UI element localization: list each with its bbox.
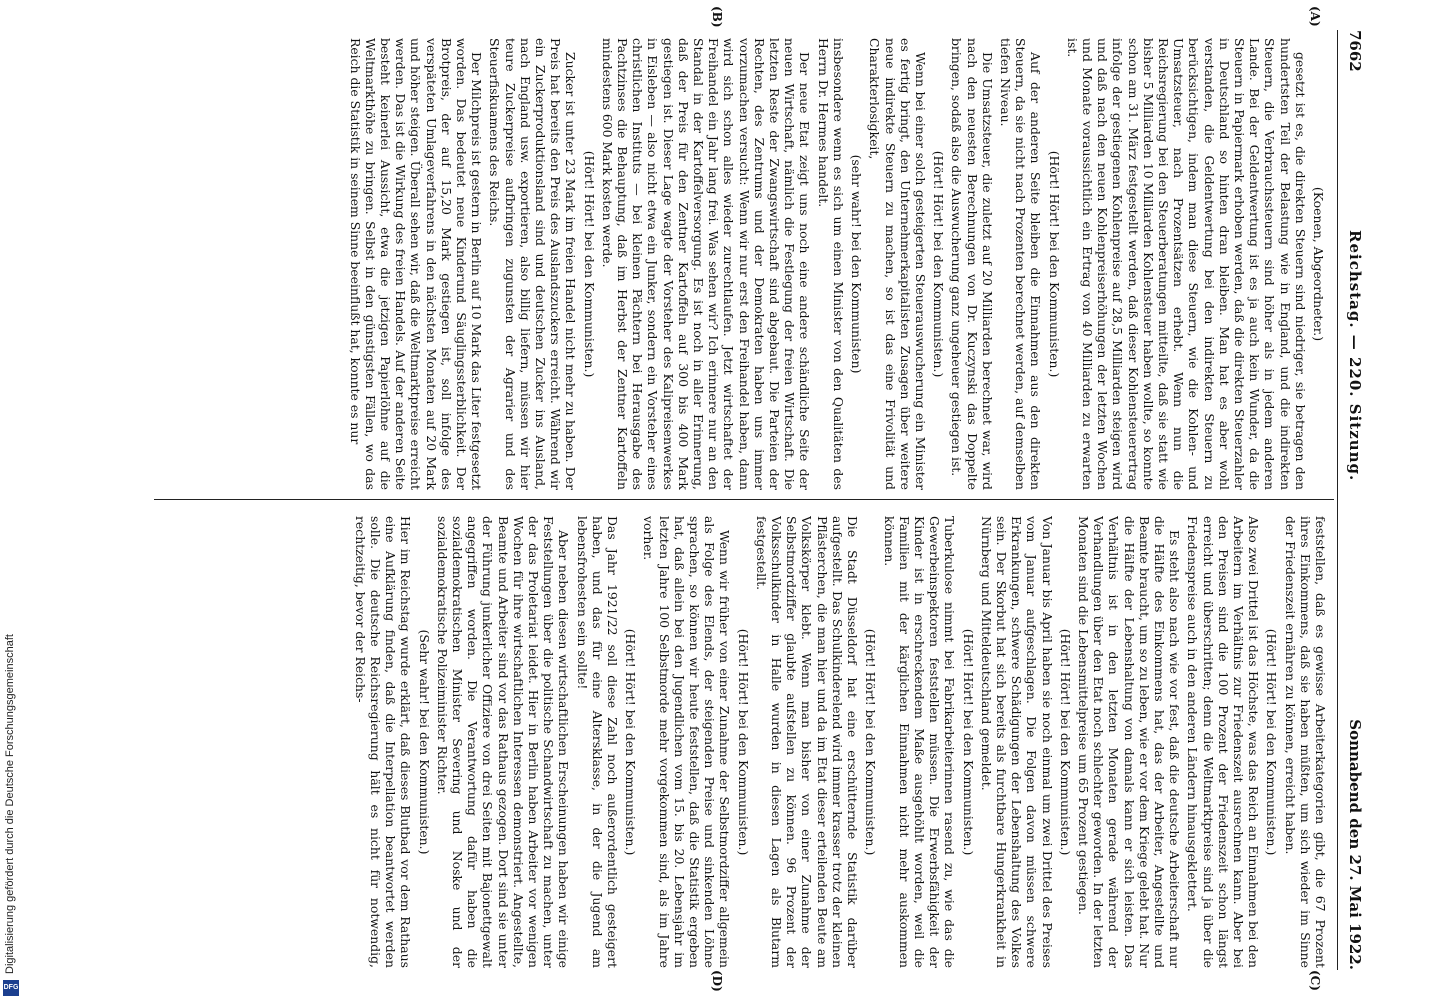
text-column-right: [158, 516, 1328, 968]
interjection: (Hört! Hört! bei den Kommunisten.): [1264, 628, 1280, 856]
interjection: (sehr wahr! bei den Kommunisten): [849, 154, 865, 374]
paragraph: Hier im Reichstag wurde erklärt, daß dieses Blutbad vor dem Rathaus eine Aufklärung finden, daß die Interpellation beantwortet werden solle. Die deutsche Reichsregierung hält es nicht für notwendig, rechtzeitig, bevor der Reichs-: [352, 516, 414, 968]
paragraph: Der neue Etat zeigt uns noch eine andere schändliche Seite der neuen Wirtschaft, nämlich die Festlegung der freien Wirtschaft. Die letzten Reste der Zwangswirtschaft sind abgebaut. Die Parteien der Rechten, des Zentrums und der Demokraten haben uns immer vorzumachen versucht: Wenn wir nur erst den Freihandel haben, dann wird sich schon alles wieder zurechtlaufen. Jetzt wirtschaftet der Freihandel ein Jahr lang frei. Was sehen wir? Ich erinnere nur an den Standal in der Kartoffelversorgung. Es ist noch in aller Erinnerung, daß der Preis für den Zentner Kartoffeln auf 300 bis 400 Mark gestiegen ist. Dieser Lage wagte der Vorsteher des Kalipreisenwerkes in Eisleben — also nicht etwa ein Junker, sondern ein Vorsteher eines christlichen Instituts — bei kleinen Pächtern bei Herausgabe des Pachtzinses die Behauptung, daß im Herbst der Zentner Kartoffeln mindestens 600 Mark kosten werde.: [599, 38, 813, 490]
paragraph: Der Milchpreis ist gestern in Berlin auf 10 Mark das Liter festgesetzt worden. Das bedeutet neue Kinderund Säuglingssterblichkeit. Der Brotpreis, der auf 15,20 Mark gestiegen ist, soll infolge des verspäteten Umlageverfahrens in den nächsten Monaten auf 20 Mark und höher steigen. Überall sehen wir, daß die Weltmarktpreise erreicht werden. Das ist die Wirkung des freien Handels. Auf der anderen Seite besteht keinerlei Aussicht, etwa die jetzigen Papierlöhne auf die Weltmarkthöhe zu bringen. Selbst in den günstigsten Fällen, wo das Reich die Statistik in seinem Sinne beeinflußt hat, konnte es nur: [347, 38, 485, 490]
paragraph: Das Jahr 1921/22 soll diese Zahl noch außerordentlich gesteigert haben, und das für eine Altersklasse, in der die Jugend am lebensfrohesten sein sollte!: [574, 516, 621, 968]
paragraph: Tuberkulose nimmt bei Fabrikarbeiterinnen rasend zu, wie das die Gewerbeinspektoren feststellen müssen. Die Erwerbsfähigkeit der Kinder ist in erschreckendem Maße ausgehöhlt worden, weil die Familien mit der kärglichen Einnahmen nicht mehr auskommen können.: [881, 516, 958, 968]
interjection: (Hört! Hört! bei den Kommunisten.): [1046, 150, 1062, 378]
interjection: (Hört! Hört! bei den Kommunisten.): [863, 628, 879, 856]
paragraph: feststellen, daß es gewisse Arbeiterkategorien gibt, die 67 Prozent ihres Einkommens, daß sie haben müßten, um sich wieder im Sinne der Friedenszeit ernähren zu können, erreicht haben.: [1282, 516, 1328, 968]
interjection: (Koenen, Abgeordneter.): [1311, 186, 1326, 342]
running-header: [1342, 30, 1364, 970]
rotated-page: [84, 0, 1384, 1000]
paragraph: Also zwei Drittel ist das Höchste, was das Reich an Einnahmen bei den Arbeitern im Verhältnis zur Friedenszeit ausrechnen kann. Aber bei den Preisen sind die 100 Prozent der Friedenszeit schon längst erreicht und überschritten; denn die Weltmarktpreise sind ja über die Friedenspreise auch in den anderen Ländern hinausgeklettert.: [1185, 516, 1262, 968]
interjection: (Hört! Hört! bei den Kommunisten.): [960, 628, 976, 856]
text-column-left: [158, 38, 1328, 490]
paragraph: Zucker ist unter 23 Mark im freien Handel nicht mehr zu haben. Der Preis hat bereits den Preis des Auslandszuckers erreicht. Während wir ein Zuckerproduktionsland sind und deutschen Zucker ins Ausland, nach England usw. exportieren, also billig liefern, müssen wir hier teure Zuckerpreise aufbringen zugunsten der Agrarier und des Steuerfiskuamens des Reichs.: [487, 38, 579, 490]
paragraph: Aber neben diesen wirtschaftlichen Erscheinungen haben wir einige Feststellungen über die politische Schandwirtschaft zu machen, unter der das Proletariat leidet. Hier in Berlin haben Arbeiter vor wenigen Wochen für ihre wirtschaftlichen Interessen demonstriert. Angestellte, Beamte und Arbeiter sind vor das Rathaus gezogen. Dort sind sie unter der Führung junkerlicher Offiziere von drei Seiten mit Bajonettgewalt angegriffen worden. Die Verantwortung dafür haben die sozialdemokratischen Minister Severing und Noske und der sozialdemokratische Polizeiminister Richter.: [434, 516, 572, 968]
column-divider: [154, 499, 1334, 500]
paragraph: Die Umsatzsteuer, die zuletzt auf 20 Milliarden berechnet war, wird nach den neuesten Berechnungen von Dr. Kuczynski das Doppelte bringen, sodaß also die Auswucherung ganz ungeheuer gestiegen ist.: [949, 38, 995, 490]
dfg-logo: DFG: [3, 980, 19, 996]
digitization-credit: Digitalisierung gefördert durch die Deutsche Forschungsgemeinschaft: [4, 634, 16, 974]
digitization-credit-strip: [0, 0, 22, 1000]
paragraph: Wenn bei einer solch gesteigerten Steuerauswucherung ein Minister es fertig bringt, den Unternehmerkapitalisten Zusagen über weitere neue indirekte Steuern zu machen, so ist das eine Frivolität und Charakterlosigkeit,: [867, 38, 928, 490]
paragraph: Es steht also nach wie vor fest, daß die deutsche Arbeiterschaft nur die Hälfte des Einkommens hat, das der Arbeiter, Angestellte und Beamte braucht, um so zu leben, wie er vor dem Kriege gelebt hat. Nur die Hälfte der Lebenshaltung von damals kann er sich leisten. Das Verhältnis ist in den letzten Monaten gerade während der Verhandlungen über den Etat noch schlechter geworden. In der letzten Monaten sind die Lebensmittelpreise um 65 Prozent gestiegen.: [1075, 516, 1183, 968]
margin-marker-a: (A): [1308, 6, 1322, 27]
session-date: Sonnabend den 27. Mai 1922.: [1346, 719, 1364, 970]
interjection: (Sehr wahr! bei den Kommunisten.): [416, 629, 432, 855]
paragraph: insbesondere wenn es sich um einen Minister von den Qualitäten des Herrn Dr. Hermes handelt.: [815, 38, 846, 490]
header-rule: [1337, 30, 1338, 970]
margin-marker-c: (C): [1308, 970, 1322, 991]
paragraph: gesetzt ist es, die direkten Steuern sind niedriger, sie betragen den hundertsten Teil der Belastung wie in England, und die indirekten Steuern, die Verbrauchssteuern sind höher als in jedem anderen Lande. Bei der Geldentwertung ist es ja auch kein Wunder, da die Steuern in Papiermark erhoben werden, daß die direkten Steuerzahler in Deutschland so hinten dran bleiben. Man hat es aber wohl verstanden, die Geldentwertung bei den indirekten Steuern zu berücksichtigen, indem man diese Steuern, wie die Kohlen- und Umsatzsteuer, nach Prozentsätzen erhebt. Wenn nun die Reichsregierung bei den Steuerberatungen mitteilte, daß sie statt wie bisher 5 Milliarden 10 Milliarden Kohlensteuer haben wollte, so konnte schon am 31. März festgestellt werden, daß dieser Kohlensteuerertrag infolge der gestiegenen Kohlenpreise auf 28,5 Milliarden steigen wird und daß nach den neuen Kohlenpreiserhöhungen der letzten Wochen und Monate voraussichtlich ein Ertrag von 40 Milliarden zu erwarten ist.: [1064, 38, 1308, 490]
paragraph: Von Januar bis April haben sie noch einmal um zwei Drittel des Preises vom Januar aufgeschlagen. Die Folgen davon müssen schwere Erkrankungen, schwere Schädigungen der Lebenshaltung des Volkes sein. Der Skorbut hat sich bereits als furchtbare Hungerkrankheit in Nürnberg und Mitteldeutschland gemeldet.: [978, 516, 1055, 968]
session-title: Reichstag. — 220. Sitzung.: [1346, 230, 1364, 482]
interjection: (Hört! Hört! bei den Kommunisten.): [931, 150, 947, 378]
interjection: (Hört! Hört! bei den Kommunisten.): [735, 628, 751, 856]
interjection: (Hört! Hört! bei den Kommunisten.): [581, 150, 597, 378]
margin-marker-b: (B): [710, 6, 724, 28]
interjection: (Hört! Hört! bei den Kommunisten.): [1057, 628, 1073, 856]
interjection: (Hört! Hört! bei den Kommunisten.): [623, 628, 639, 856]
margin-marker-d: (D): [710, 970, 724, 992]
page-number: 7662: [1346, 30, 1364, 72]
paragraph: Wenn wir früher von einer Zunahme der Selbstmordziffer allgemein als Folge des Elends, der steigenden Preise und sinkenden Löhne sprachen, so können wir heute feststellen, daß die Statistik ergeben hat, daß allein bei den Jugendlichen vom 15. bis 20. Lebensjahr im letzten Jahre 100 Selbstmorde mehr vorgekommen sind, als im Jahre vorher.: [641, 516, 733, 968]
paragraph: Auf der anderen Seite bleiben die Einnahmen aus den direkten Steuern, da sie nicht nach Prozenten berechnet werden, auf demselben tiefen Niveau.: [997, 38, 1044, 490]
paragraph: Die Stadt Düsseldorf hat eine erschütternde Statistik darüber aufgestellt. Das Schulkinderelend wird immer krasser trotz der kleinen Pflästerchen, die man hier und da im Etat dieser erteilenden Beute am Volkskörper klebt. Wenn man bisher von einer Zunahme der Selbstmordziffer glaubte aufstellen zu können. 96 Prozent der Volksschulkinder in Halle wurden in diesen Lagen als Blutarm festgestellt.: [753, 516, 861, 968]
